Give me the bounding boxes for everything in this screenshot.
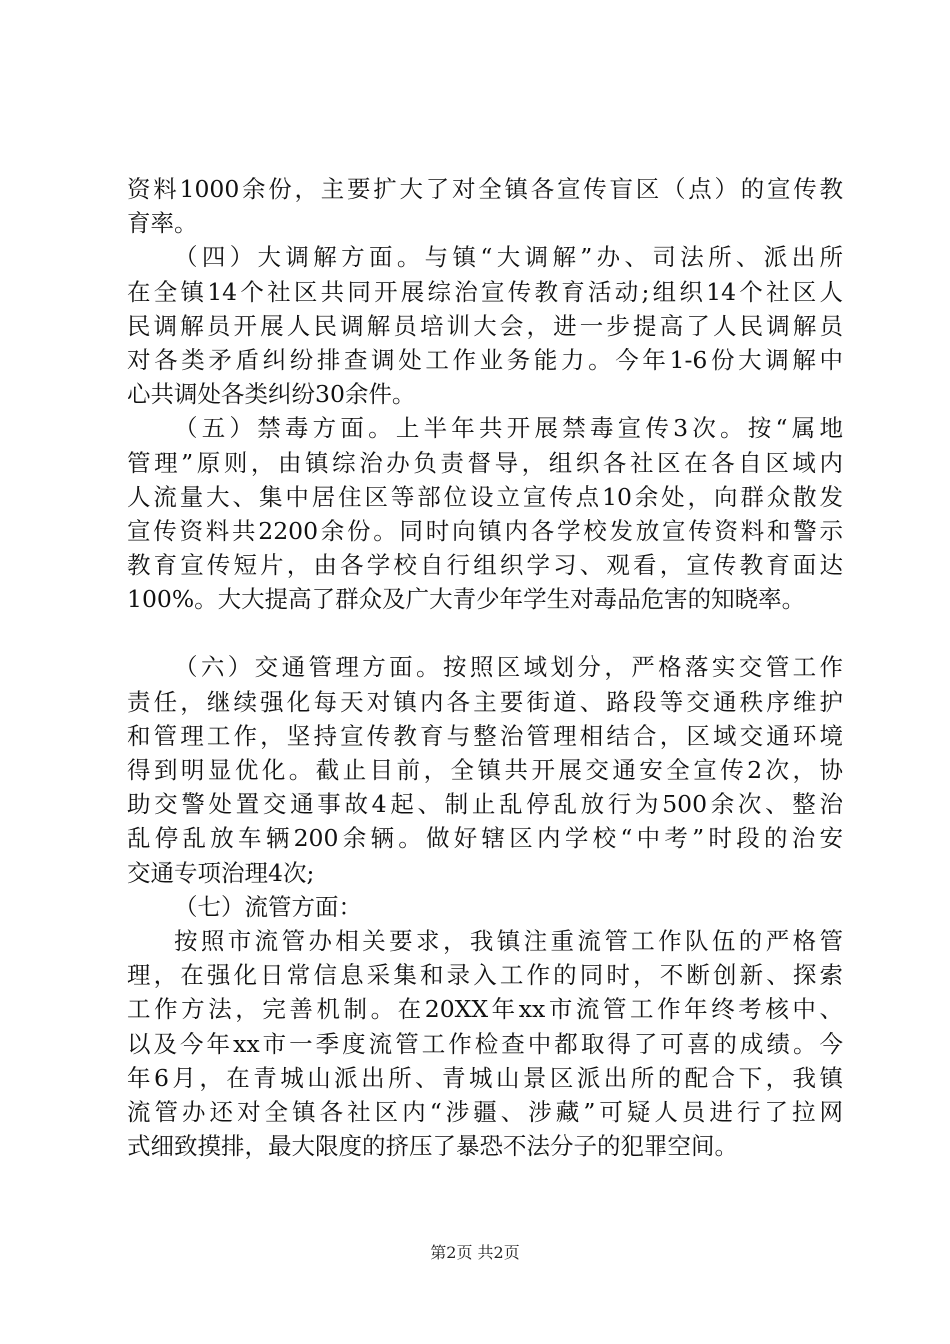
document-body — [127, 172, 843, 1163]
text-line: 管理”原则，由镇综治办负责督导，组织各社区在各自区域内 — [127, 448, 843, 477]
text-line: 以及今年xx市一季度流管工作检查中都取得了可喜的成绩。今 — [127, 1029, 843, 1058]
text-line: 育率。 — [127, 209, 198, 238]
text-line: 资料1000余份，主要扩大了对全镇各宣传盲区（点）的宣传教 — [127, 175, 843, 203]
text-line: 年6月，在青城山派出所、青城山景区派出所的配合下，我镇 — [127, 1063, 843, 1092]
paragraph-gap — [127, 616, 843, 650]
text-line: （六）交通管理方面。按照区域划分，严格落实交管工作 — [174, 653, 843, 682]
text-line: 在全镇14个社区共同开展综治宣传教育活动;组织14个社区人 — [127, 277, 843, 306]
text-line: （五）禁毒方面。上半年共开展禁毒宣传3次。按“属地 — [174, 414, 843, 443]
text-line: 得到明显优化。截止目前，全镇共开展交通安全宣传2次，协 — [127, 756, 843, 784]
text-line: 理，在强化日常信息采集和录入工作的同时，不断创新、探索 — [127, 961, 843, 990]
text-line: 心共调处各类纠纷30余件。 — [127, 380, 416, 409]
text-line: 对各类矛盾纠纷排查调处工作业务能力。今年1-6份大调解中 — [127, 345, 843, 374]
text-line: 和管理工作，坚持宣传教育与整治管理相结合，区域交通环境 — [127, 721, 843, 750]
text-line: 助交警处置交通事故4起、制止乱停乱放行为500余次、整治 — [127, 790, 843, 819]
text-line: 按照市流管办相关要求，我镇注重流管工作队伍的严格管 — [174, 926, 843, 955]
text-line: 100%。大大提高了群众及广大青少年学生对毒品危害的知晓率。 — [127, 585, 806, 614]
text-line: 乱停乱放车辆200余辆。做好辖区内学校“中考”时段的治安 — [127, 824, 843, 853]
text-line: 民调解员开展人民调解员培训大会，进一步提高了人民调解员 — [127, 311, 843, 340]
section-heading: （七）流管方面： — [174, 892, 362, 921]
text-line: 责任，继续强化每天对镇内各主要街道、路段等交通秩序维护 — [127, 687, 843, 716]
text-line: 工作方法，完善机制。在20XX年xx市流管工作年终考核中、 — [127, 995, 843, 1024]
text-line: 式细致摸排，最大限度的挤压了暴恐不法分子的犯罪空间。 — [127, 1132, 738, 1161]
text-line: 宣传资料共2200余份。同时向镇内各学校发放宣传资料和警示 — [127, 516, 843, 545]
text-line: 人流量大、集中居住区等部位设立宣传点10余处，向群众散发 — [127, 482, 843, 511]
text-line: 教育宣传短片，由各学校自行组织学习、观看，宣传教育面达 — [127, 551, 843, 580]
text-line: 交通专项治理4次; — [127, 858, 315, 887]
page-footer: 第2页 共2页 — [430, 1243, 520, 1262]
text-line: 流管办还对全镇各社区内“涉疆、涉藏”可疑人员进行了拉网 — [127, 1097, 843, 1126]
text-line: （四）大调解方面。与镇“大调解”办、司法所、派出所 — [174, 243, 843, 272]
